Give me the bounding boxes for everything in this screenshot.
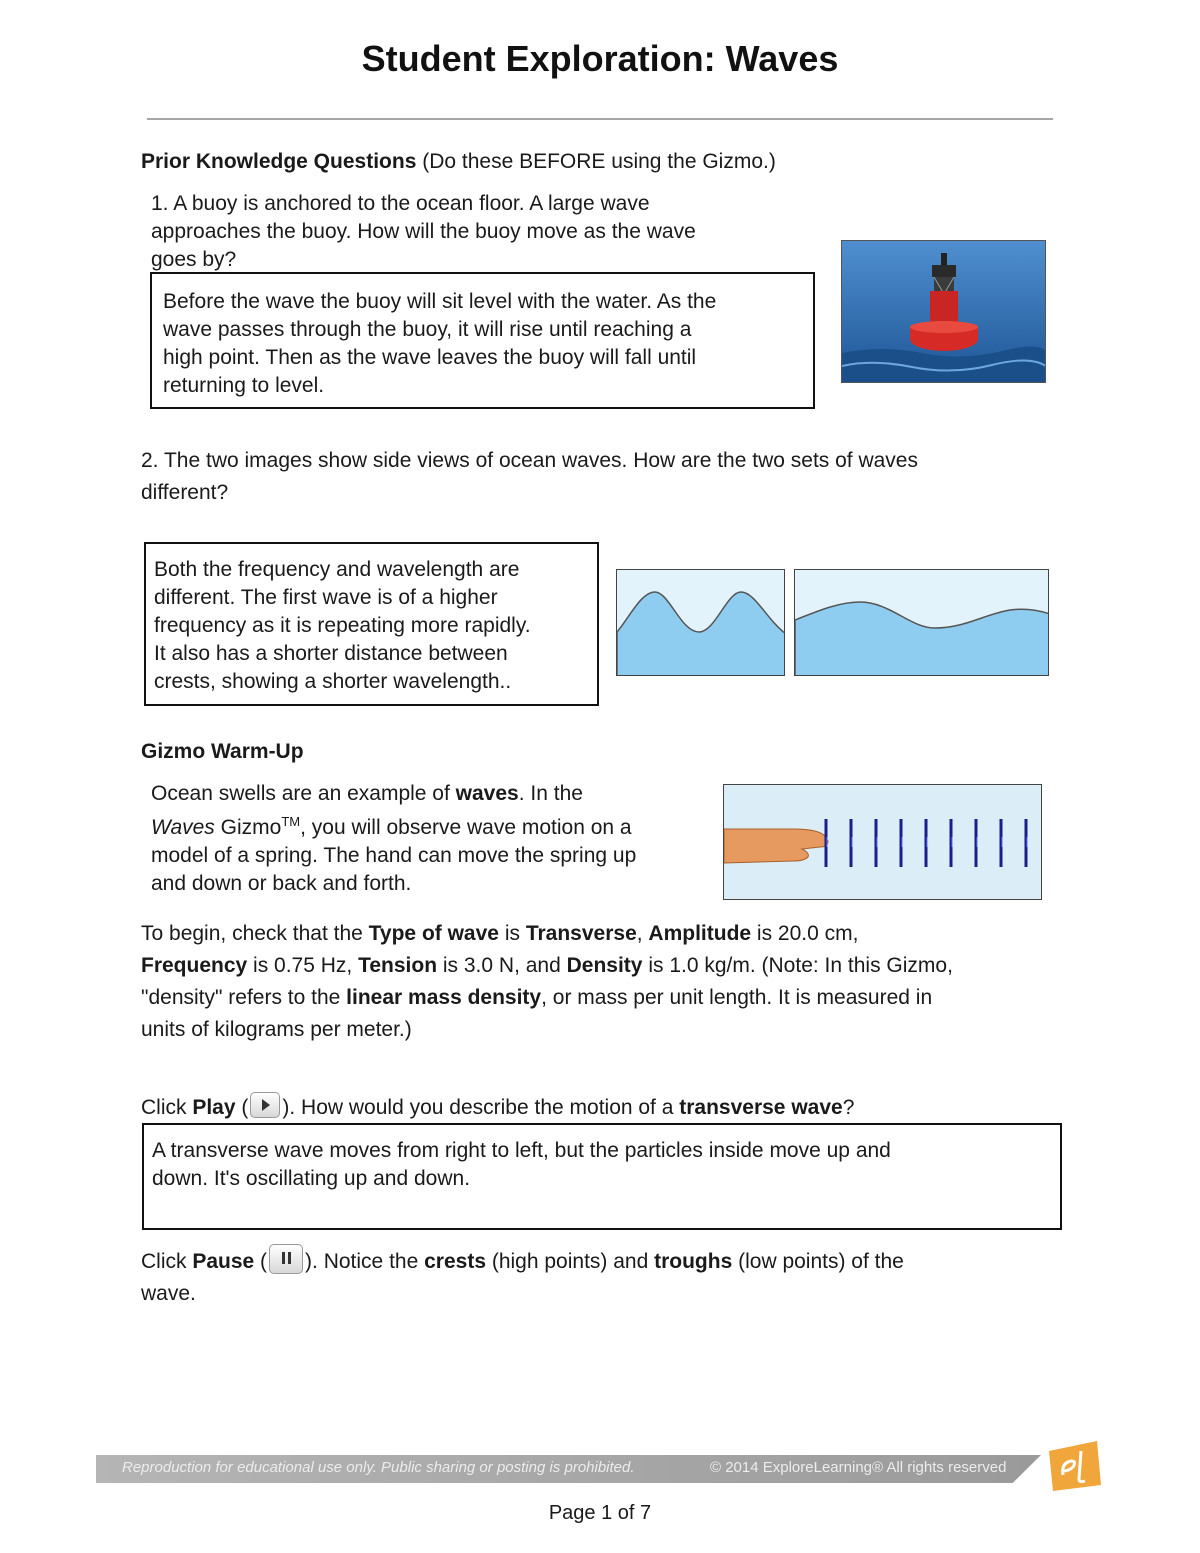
- begin-text: , or mass per unit length. It is measured in: [541, 986, 933, 1009]
- prior-heading-bold: Prior Knowledge Questions: [141, 150, 417, 173]
- a2-line: different. The first wave is of a higher: [154, 586, 498, 609]
- pause-text: (high points) and: [486, 1250, 655, 1273]
- pause-bold: troughs: [654, 1250, 733, 1273]
- intro-line-3: model of a spring. The hand can move the spring up: [151, 844, 637, 867]
- q1-line: 1. A buoy is anchored to the ocean floor. A large wave: [151, 192, 650, 215]
- begin-paragraph: [141, 918, 1071, 1046]
- intro-text: . In the: [518, 782, 583, 805]
- pause-instruction: [141, 1244, 1071, 1310]
- pause-line-2: wave.: [141, 1282, 196, 1305]
- footer-reproduction-notice: Reproduction for educational use only. Public sharing or posting is prohibited.: [122, 1459, 635, 1476]
- play-text: ). How would you describe the motion of a: [282, 1096, 680, 1119]
- a3-line: down. It's oscillating up and down.: [152, 1167, 471, 1190]
- q1-line: goes by?: [151, 248, 237, 271]
- pause-text: ). Notice the: [305, 1250, 425, 1273]
- a1-line: high point. Then as the wave leaves the buoy will fall until: [163, 346, 697, 369]
- intro-line-4: and down or back and forth.: [151, 872, 412, 895]
- page-title: Student Exploration: Waves: [361, 38, 839, 79]
- intro-line-1: [151, 780, 636, 808]
- long-wave-image: [794, 569, 1049, 676]
- pause-bold: crests: [424, 1250, 486, 1273]
- a2-line: crests, showing a shorter wavelength..: [154, 670, 512, 693]
- pause-text: Click: [141, 1250, 193, 1273]
- answer-box-1[interactable]: [150, 272, 815, 409]
- short-wave-image: [616, 569, 785, 676]
- intro-line-2: [151, 808, 636, 842]
- intro-text: , you will observe wave motion on a: [300, 816, 632, 839]
- begin-text: is 1.0 kg/m. (Note: In this Gizmo,: [642, 954, 953, 977]
- answer-box-3[interactable]: [142, 1123, 1062, 1230]
- play-bold: transverse wave: [679, 1096, 843, 1119]
- prior-knowledge-heading: [141, 148, 776, 176]
- begin-line-2: [141, 950, 1071, 982]
- begin-line-3: [141, 982, 1071, 1014]
- a1-line: Before the wave the buoy will sit level with the water. As the: [163, 290, 717, 313]
- q2-line: 2. The two images show side views of ocean waves. How are the two sets of waves: [141, 449, 918, 472]
- intro-bold-waves: waves: [455, 782, 519, 805]
- begin-text: ,: [636, 922, 649, 945]
- intro-italic-waves: Waves: [151, 816, 215, 839]
- play-text: (: [235, 1096, 249, 1119]
- a2-line: frequency as it is repeating more rapidly.: [154, 614, 531, 637]
- a1-line: wave passes through the buoy, it will rise until reaching a: [163, 318, 692, 341]
- buoy-photo: [841, 240, 1046, 383]
- pause-line-1: [141, 1244, 1071, 1278]
- begin-text: is: [498, 922, 526, 945]
- begin-text: To begin, check that the: [141, 922, 369, 945]
- pause-text: (: [254, 1250, 268, 1273]
- pause-text: (low points) of the: [732, 1250, 904, 1273]
- spring-hand-image: [723, 784, 1042, 900]
- q1-line: approaches the buoy. How will the buoy move as the wave: [151, 220, 696, 243]
- begin-bold: Tension: [358, 954, 438, 977]
- explorelearning-logo-icon: [1043, 1437, 1105, 1495]
- title-divider: [147, 118, 1053, 120]
- begin-bold: Type of wave: [368, 922, 499, 945]
- begin-bold: Transverse: [525, 922, 637, 945]
- begin-text: is 20.0 cm,: [751, 922, 859, 945]
- begin-line-4: units of kilograms per meter.): [141, 1018, 412, 1041]
- begin-line-1: [141, 918, 1071, 950]
- begin-bold: Density: [566, 954, 643, 977]
- begin-text: is 3.0 N, and: [437, 954, 567, 977]
- pause-icon[interactable]: [269, 1244, 303, 1274]
- warmup-intro: [151, 780, 636, 898]
- intro-text: Gizmo: [214, 816, 282, 839]
- begin-text: is 0.75 Hz,: [247, 954, 359, 977]
- a3-line: A transverse wave moves from right to left, but the particles inside move up and: [152, 1139, 891, 1162]
- begin-text: "density" refers to the: [141, 986, 347, 1009]
- question-2: [141, 445, 918, 509]
- play-instruction: [141, 1092, 854, 1122]
- a1-line: returning to level.: [163, 374, 325, 397]
- begin-bold: Frequency: [141, 954, 248, 977]
- play-bold: Play: [192, 1096, 236, 1119]
- question-1: [151, 190, 696, 274]
- play-icon[interactable]: [250, 1092, 280, 1118]
- begin-bold: linear mass density: [346, 986, 542, 1009]
- a2-line: It also has a shorter distance between: [154, 642, 508, 665]
- prior-heading-note: (Do these BEFORE using the Gizmo.): [416, 150, 776, 173]
- warmup-heading: Gizmo Warm-Up: [141, 740, 304, 763]
- footer-copyright: © 2014 ExploreLearning® All rights reserved: [710, 1459, 1007, 1476]
- intro-text: Ocean swells are an example of: [151, 782, 456, 805]
- begin-bold: Amplitude: [648, 922, 752, 945]
- a2-line: Both the frequency and wavelength are: [154, 558, 520, 581]
- q2-line: different?: [141, 481, 229, 504]
- pause-bold: Pause: [192, 1250, 255, 1273]
- page-number: Page 1 of 7: [548, 1502, 652, 1524]
- play-text: Click: [141, 1096, 193, 1119]
- answer-box-2[interactable]: [144, 542, 599, 706]
- trademark: TM: [281, 814, 301, 829]
- play-text: ?: [842, 1096, 855, 1119]
